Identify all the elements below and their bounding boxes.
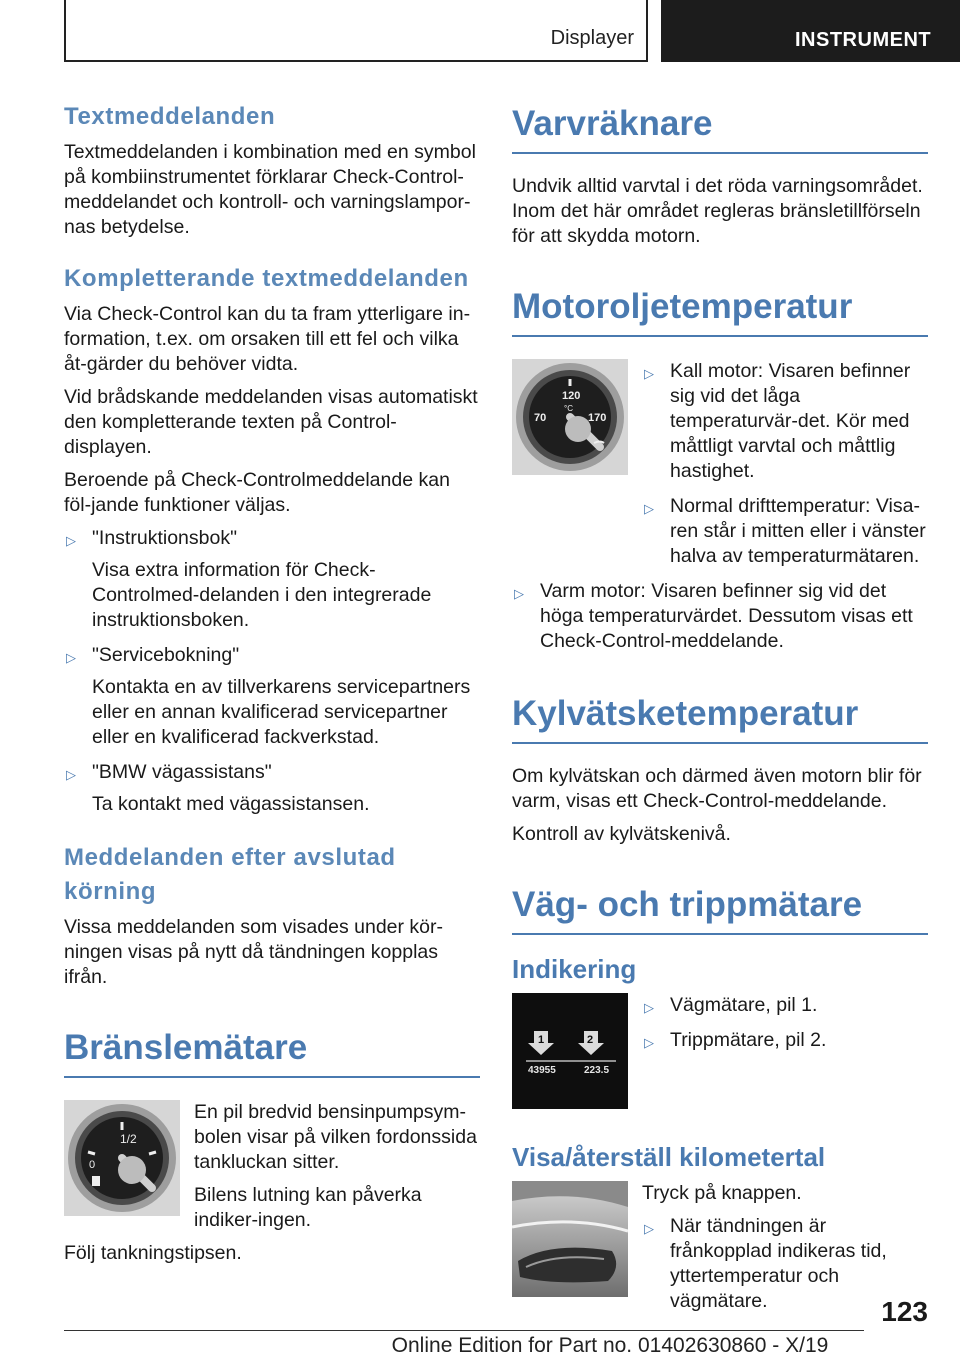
reset-heading: Visa/återställ kilometertal — [512, 1142, 826, 1172]
list-item — [64, 526, 480, 633]
tacho-heading: Varvräknare — [512, 100, 928, 154]
coolant-p1: Om kylvätskan och därmed även motorn blir för varm, visas ett Check-Control-meddelande. — [512, 765, 922, 812]
list-item-text: Kall motor: Visaren befinner sig vid det låga temperaturvär-det. Kör med måttligt varvtal och måttlig hastighet. — [670, 360, 911, 482]
fuel-heading: Bränslemätare — [64, 1024, 480, 1078]
odometer-display-image — [512, 993, 628, 1109]
list-item — [642, 359, 928, 484]
triangle-bullet-icon: ▷ — [644, 1035, 654, 1050]
right-column — [512, 100, 928, 1324]
fuel-p1: En pil bredvid bensinpumpsym-bolen visar på vilken fordonssida tankluckan sitter. — [194, 1101, 477, 1173]
list-item — [64, 643, 480, 750]
oiltemp-list-wide — [512, 579, 928, 654]
list-item-text: När tändningen är frånkopplad indikeras tid, yttertemperatur och vägmätare. — [670, 1215, 887, 1312]
fuel-p3: Följ tankningstipsen. — [64, 1242, 242, 1264]
fuel-p2: Bilens lutning kan påverka indiker-ingen. — [194, 1184, 422, 1231]
header-section-label: Displayer — [550, 27, 634, 49]
supplementary-p1: Via Check-Control kan du ta fram ytterligare in-formation, t.ex. om orsaken till ett fel och vilka åt-gärder du behöver vidta. — [64, 303, 471, 375]
coolant-p2: Kontroll av kylvätskenivå. — [512, 823, 731, 845]
display-arrow-1-label: 1 — [538, 1034, 545, 1046]
gauge-label-zero: 0 — [89, 1159, 96, 1171]
footer-edition-text: Online Edition for Part no. 01402630860 - X/19 — [391, 1334, 829, 1357]
triangle-bullet-icon: ▷ — [644, 501, 654, 516]
triangle-bullet-icon: ▷ — [644, 366, 654, 381]
triangle-bullet-icon: ▷ — [66, 767, 76, 782]
textmsg-heading: Textmeddelanden — [64, 103, 276, 130]
textmsg-text: Textmeddelanden i kombination med en symbol på kombiinstrumentet förklarar Check-Control-meddelandet och kontroll- och varningslampor-nas betydelse. — [64, 141, 476, 238]
triangle-bullet-icon: ▷ — [644, 1000, 654, 1015]
display-arrow-2-label: 2 — [587, 1034, 594, 1046]
list-item-text: Kontakta en av tillverkarens servicepartners eller en annan kvalificerad servicepartner eller en kvalificerad fackverkstad. — [92, 676, 471, 748]
list-item — [642, 494, 928, 569]
list-item-text: Trippmätare, pil 2. — [670, 1029, 827, 1051]
list-item-title: "Instruktionsbok" — [92, 527, 237, 549]
display-odometer-value: 43955 — [528, 1065, 556, 1076]
gauge-label-top: 120 — [562, 390, 581, 402]
display-trip-value: 223.5 — [584, 1065, 610, 1076]
reset-button-image — [512, 1181, 628, 1297]
coolant-heading: Kylvätsketemperatur — [512, 690, 928, 744]
list-item-title: "BMW vägassistans" — [92, 761, 272, 783]
after-drive-text: Vissa meddelanden som visades under kör-ningen visas på nytt då tändningen kopplas ifrån. — [64, 916, 444, 988]
list-item-text: Normal drifttemperatur: Visa-ren står i mitten eller i vänster halva av temperaturmätaren. — [670, 495, 926, 567]
list-item-text: Ta kontakt med vägassistansen. — [92, 793, 370, 815]
gauge-label-half: 1/2 — [120, 1132, 137, 1146]
footer-divider — [64, 1330, 864, 1331]
odometer-heading: Väg- och trippmätare — [512, 881, 928, 935]
list-item — [512, 579, 928, 654]
reset-p1: Tryck på knappen. — [642, 1182, 802, 1204]
fuel-gauge-image — [64, 1100, 180, 1216]
gauge-label-right: 170 — [588, 412, 607, 424]
list-item — [64, 760, 480, 817]
left-column — [64, 100, 480, 1274]
after-drive-heading: Meddelanden efter avslutad körning — [64, 844, 396, 905]
list-item-text: Varm motor: Visaren befinner sig vid det höga temperaturvärdet. Dessutom visas ett Check-Control-meddelande. — [540, 580, 913, 652]
list-item-text: Vägmätare, pil 1. — [670, 994, 818, 1016]
oiltemp-list — [642, 359, 928, 569]
triangle-bullet-icon: ▷ — [644, 1221, 654, 1236]
triangle-bullet-icon: ▷ — [66, 533, 76, 548]
list-item — [642, 1028, 928, 1053]
oil-temperature-gauge-image — [512, 359, 628, 475]
header-section-box — [64, 0, 648, 62]
list-item-title: "Servicebokning" — [92, 644, 240, 666]
tacho-text: Undvik alltid varvtal i det röda varningsområdet. Inom det här området regleras bränsletillförseln för att skydda motorn. — [512, 175, 923, 247]
supplementary-heading: Kompletterande textmeddelanden — [64, 265, 469, 292]
supplementary-list — [64, 526, 480, 817]
list-item-text: Visa extra information för Check-Controlmed-delanden i den integrerade instruktionsboken. — [92, 559, 432, 631]
list-item — [642, 993, 928, 1018]
oiltemp-heading: Motoroljetemperatur — [512, 283, 928, 337]
triangle-bullet-icon: ▷ — [66, 650, 76, 665]
header-chapter-label: INSTRUMENT — [795, 29, 932, 51]
header-chapter-tab — [661, 0, 960, 62]
supplementary-p2: Vid brådskande meddelanden visas automatiskt den kompletterande texten på Control-displayen. — [64, 386, 478, 458]
triangle-bullet-icon: ▷ — [514, 586, 524, 601]
supplementary-p3: Beroende på Check-Controlmeddelande kan föl-jande funktioner väljas. — [64, 469, 450, 516]
odometer-subheading: Indikering — [512, 954, 637, 984]
page-number: 123 — [881, 1296, 928, 1327]
odometer-list — [642, 993, 928, 1053]
gauge-label-left: 70 — [534, 412, 547, 424]
gauge-label-unit: °C — [564, 404, 573, 413]
